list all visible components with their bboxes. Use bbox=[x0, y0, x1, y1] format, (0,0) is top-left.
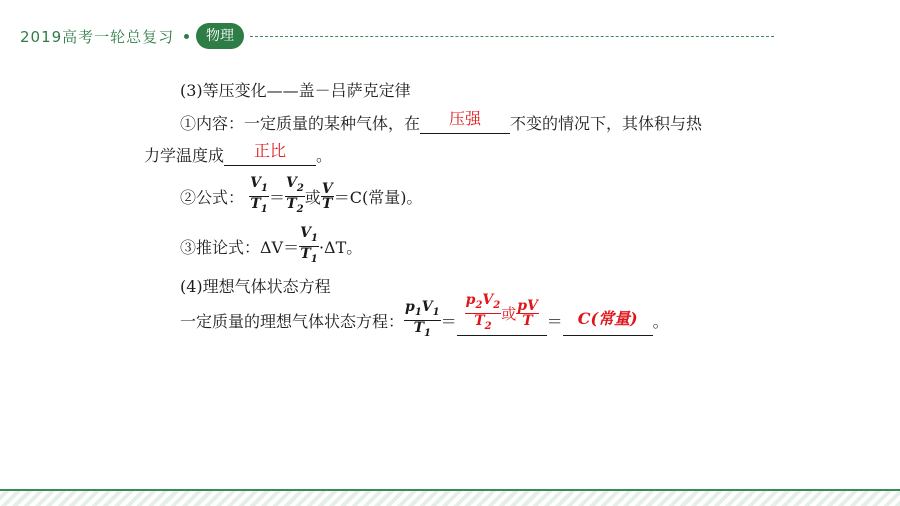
footer-stripe bbox=[0, 491, 900, 506]
derived-formula-label: ③推论式：ΔV＝ bbox=[180, 237, 300, 257]
subject-badge: 物理 bbox=[196, 23, 244, 49]
formula-line: ②公式： $\frac{V_1}{T_1}$ ＝ $\frac{V_2}{T_2}$ 或 $\frac{V}{T}$ ＝C(常量)。 bbox=[180, 175, 423, 215]
formula-constant: ＝C(常量)。 bbox=[333, 187, 423, 207]
answer-pressure: 压强 bbox=[449, 109, 482, 128]
answer-constant: C(常量) bbox=[577, 308, 638, 328]
answer-proportional: 正比 bbox=[254, 141, 287, 160]
answer-fraction-p2v2-t2: $\frac{p_2V_2}{T_2}$ bbox=[465, 291, 501, 332]
content-intro-rest: 不变的情况下，其体积与热 bbox=[510, 114, 703, 133]
content-line2-end: 。 bbox=[316, 146, 333, 165]
formula-label: ②公式： bbox=[180, 187, 245, 207]
blank-answer-constant bbox=[563, 305, 653, 336]
separator-dot bbox=[184, 34, 189, 39]
heading-ideal-gas-text: (4)理想气体状态方程 bbox=[180, 277, 331, 296]
fraction-v1-t1-derived: $\frac{V_1}{T_1}$ bbox=[300, 225, 318, 265]
fraction-v2-t2: $\frac{V_2}{T_2}$ bbox=[285, 175, 304, 215]
header-dashed-line bbox=[250, 36, 774, 37]
formula-or: 或 bbox=[304, 187, 321, 207]
answer-fraction-pv-t: $\frac{pV}{T}$ bbox=[517, 297, 538, 329]
blank-answer-ratio bbox=[457, 291, 547, 336]
heading-ideal-gas bbox=[180, 274, 331, 297]
course-title: 2019高考一轮总复习 bbox=[20, 28, 175, 46]
derived-formula-end: ·ΔT。 bbox=[318, 237, 363, 257]
ideal-gas-end: 。 bbox=[652, 311, 669, 331]
content-line2-text: 力学温度成 bbox=[144, 146, 225, 165]
fraction-v-t: $\frac{V}{T}$ bbox=[321, 180, 333, 212]
ideal-gas-label: 一定质量的理想气体状态方程： bbox=[180, 311, 405, 331]
ideal-gas-equation-line: 一定质量的理想气体状态方程： $\frac{p_1V_1}{T_1}$ ＝ $\frac{p_2V_2}{T_2}$ 或 $\frac{pV}{T}$ ＝ C(常量) 。 bbox=[180, 291, 669, 339]
blank-pressure bbox=[420, 109, 510, 134]
slide-header bbox=[0, 0, 900, 60]
blank-proportional bbox=[224, 141, 316, 166]
fraction-v1-t1: $\frac{V_1}{T_1}$ bbox=[250, 175, 268, 215]
content-line-1 bbox=[180, 111, 702, 134]
fraction-p1v1-t1: $\frac{p_1V_1}{T_1}$ bbox=[405, 299, 440, 339]
derived-formula-line bbox=[180, 226, 362, 267]
content-intro-text: ①内容：一定质量的某种气体，在 bbox=[180, 114, 421, 133]
heading-isobaric-text: (3)等压变化——盖－吕萨克定律 bbox=[180, 81, 411, 100]
answer-or: 或 bbox=[501, 304, 517, 323]
heading-isobaric bbox=[180, 78, 411, 101]
content-line-2 bbox=[144, 143, 332, 166]
